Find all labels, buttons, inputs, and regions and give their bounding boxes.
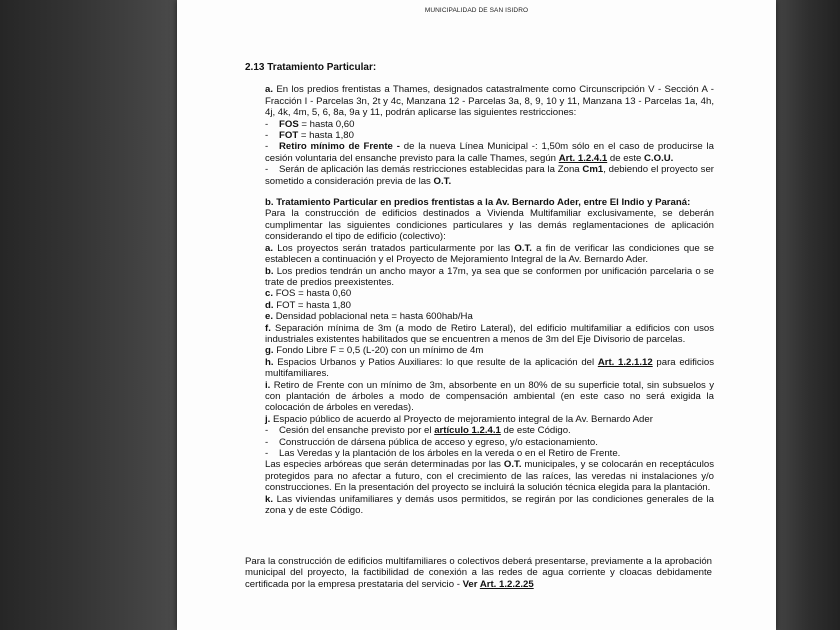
part-b-intro: Para la construcción de edificios destinados a Vivienda Multifamiliar exclusivamente, se deberán cumplimentar las siguientes condiciones particulares y las demás reglamentaciones de aplicación considerando el tipo de edificio (colectivo): — [265, 208, 714, 243]
dash: - — [265, 164, 269, 176]
retiro-label: Retiro mínimo de Frente - — [279, 141, 400, 153]
item-c — [265, 288, 714, 299]
item-text: FOS = hasta 0,60 — [275, 288, 352, 300]
item-text: Densidad poblacional neta = hasta 600hab/Ha — [275, 311, 473, 323]
item-text: Las Veredas y la plantación de los árboles en la vereda o en el Retiro de Frente. — [279, 448, 621, 459]
item-label: c. — [265, 288, 274, 300]
articulo-1-2-4-1-link[interactable]: artículo 1.2.4.1 — [434, 425, 501, 437]
ot-label: O.T. — [503, 459, 522, 471]
item-label: i. — [265, 379, 271, 391]
viewer-background-right — [776, 0, 840, 630]
item-text: para edificios multifamiliares. — [265, 356, 714, 380]
part-b — [265, 197, 714, 516]
closing-text: Para la construcción de edificios multifamiliares o colectivos deberá presentarse, previamente a la aprobación municipal del proyecto, la factibilidad de conexión a las redes de agua corriente y cloacas debidamente certificada por la empresa prestataria del servicio - — [245, 556, 712, 590]
page-header: MUNICIPALIDAD DE SAN ISIDRO — [424, 7, 529, 14]
retiro-text: de la nueva Línea Municipal -: 1,50m sólo en el caso de producirse la cesión voluntaria del ensanche previsto para la calle Thames, según — [265, 141, 714, 164]
art-1-2-1-12-link[interactable]: Art. 1.2.1.12 — [597, 356, 653, 368]
part-a-intro-text: En los predios frentistas a Thames, designados catastralmente como Circunscripción V - Sección A - Fracción I - Parcelas 3n, 2t y 4c, Manzana 12 - Parcelas 3a, 8, 9, 10 y 11, Manzana 13 - Parcelas 1a, 4h, 4j, 4k, 4m, 5, 6, 8a, 9a y 11, podrán aplicarse las siguientes restricciones: — [265, 84, 714, 119]
cou-label: C.O.U. — [644, 152, 674, 164]
fos-value: = hasta 0,60 — [298, 118, 355, 130]
viewer-background-left — [0, 0, 177, 630]
fot-label: FOT — [279, 130, 299, 142]
item-text: Construcción de dársena pública de acceso y egreso, y/o estacionamiento. — [279, 436, 598, 448]
item-text: Cesión del ensanche previsto por el — [279, 425, 435, 437]
item-d — [265, 300, 714, 311]
fos-line — [265, 119, 714, 130]
part-a-intro — [265, 84, 714, 118]
section-title: 2.13 Tratamiento Particular: — [245, 62, 377, 73]
item-h — [265, 357, 714, 380]
item-text: a fin de verificar las condiciones que se establecen a continuación y el Proyecto de Mejoramiento Integral de la Av. Bernardo Ader. — [265, 242, 714, 266]
cesion-line — [265, 425, 714, 436]
document-page — [177, 0, 776, 630]
item-text: Retiro de Frente con un mínimo de 3m, absorbente en un 80% de su superficie total, sin subsuelos y con plantación de árboles a modo de compensación ambiental (en este caso no será exigida la colocación de árboles en veredas). — [265, 379, 714, 414]
item-label: a. — [265, 242, 274, 254]
retiro-tail: de este — [607, 152, 645, 164]
item-label: b. — [265, 265, 274, 277]
section-2-13 — [245, 62, 715, 516]
item-text: FOT = hasta 1,80 — [276, 299, 351, 311]
dash: - — [265, 118, 269, 130]
dash: - — [265, 130, 269, 142]
veredas-line — [265, 448, 714, 459]
seran-text: Serán de aplicación las demás restricciones establecidas para la Zona — [279, 164, 583, 176]
item-text: Las especies arbóreas que serán determinadas por las — [265, 459, 504, 471]
item-text: de este Código. — [500, 425, 571, 437]
item-b — [265, 266, 714, 289]
item-label: f. — [265, 322, 271, 334]
item-g — [265, 345, 714, 356]
item-i — [265, 380, 714, 414]
seran-line — [265, 164, 714, 187]
item-k — [265, 494, 714, 517]
item-label: e. — [265, 311, 274, 323]
ot-label: O.T. — [514, 242, 532, 254]
item-label: j. — [265, 413, 271, 425]
part-b-title: b. Tratamiento Particular en predios frentistas a la Av. Bernardo Ader, entre El Indio y Paraná: — [265, 197, 691, 209]
item-a — [265, 243, 714, 266]
darsena-line — [265, 437, 714, 448]
retiro-ref-link[interactable]: Art. 1.2.4.1 — [558, 152, 608, 164]
dash: - — [265, 425, 269, 437]
especies-paragraph — [265, 459, 714, 493]
ot-label: O.T. — [433, 175, 452, 187]
retiro-line — [265, 141, 714, 164]
dash: - — [265, 448, 269, 459]
seran-tail: , debiendo el proyecto ser sometido a consideración previa de las — [265, 164, 714, 187]
item-text: Los predios tendrán un ancho mayor a 17m, ya sea que se conformen por unificación parcelaria o se trate de predios preexistentes. — [265, 265, 714, 288]
item-j — [265, 414, 714, 425]
fot-line — [265, 130, 714, 141]
item-text: municipales, y se colocarán en receptáculos protegidos para no afectar a futuro, con el crecimiento de las raíces, las veredas ni instalaciones y/o construcciones. En la presentación del proyecto se incluirá la solución técnica elegida para la plantación. — [265, 459, 714, 494]
closing-paragraph — [245, 556, 712, 590]
zona-label: Cm1 — [582, 164, 604, 176]
item-text: Las viviendas unifamiliares y demás usos permitidos, se regirán por las condiciones generales de la zona y de este Código. — [265, 493, 714, 517]
fot-value: = hasta 1,80 — [298, 130, 354, 142]
fos-label: FOS — [279, 118, 299, 130]
item-text: Separación mínima de 3m (a modo de Retiro Lateral), del edificio multifamiliar a edificios con usos industriales existentes habilitados que se encuentren a menos de 3m del Eje Divisorio de parcelas. — [265, 322, 714, 345]
item-label: h. — [265, 356, 274, 368]
item-label: g. — [265, 345, 274, 357]
item-label: d. — [265, 299, 274, 311]
dash: - — [265, 141, 269, 153]
item-text: Fondo Libre F = 0,5 (L-20) con un mínimo de 4m — [276, 345, 484, 357]
part-a-label: a. — [265, 84, 274, 96]
item-label: k. — [265, 493, 274, 505]
ver-label: Ver — [462, 578, 480, 590]
item-e — [265, 311, 714, 322]
item-text: Espacios Urbanos y Patios Auxiliares: lo que resulte de la aplicación del — [277, 356, 598, 368]
item-text: Los proyectos serán tratados particularmente por las — [277, 242, 515, 254]
part-a — [265, 84, 714, 187]
item-text: Espacio público de acuerdo al Proyecto de mejoramiento integral de la Av. Bernardo Ader — [273, 413, 653, 425]
dash: - — [265, 436, 269, 448]
item-f — [265, 323, 714, 346]
art-1-2-2-25-link[interactable]: Art. 1.2.2.25 — [479, 578, 534, 590]
